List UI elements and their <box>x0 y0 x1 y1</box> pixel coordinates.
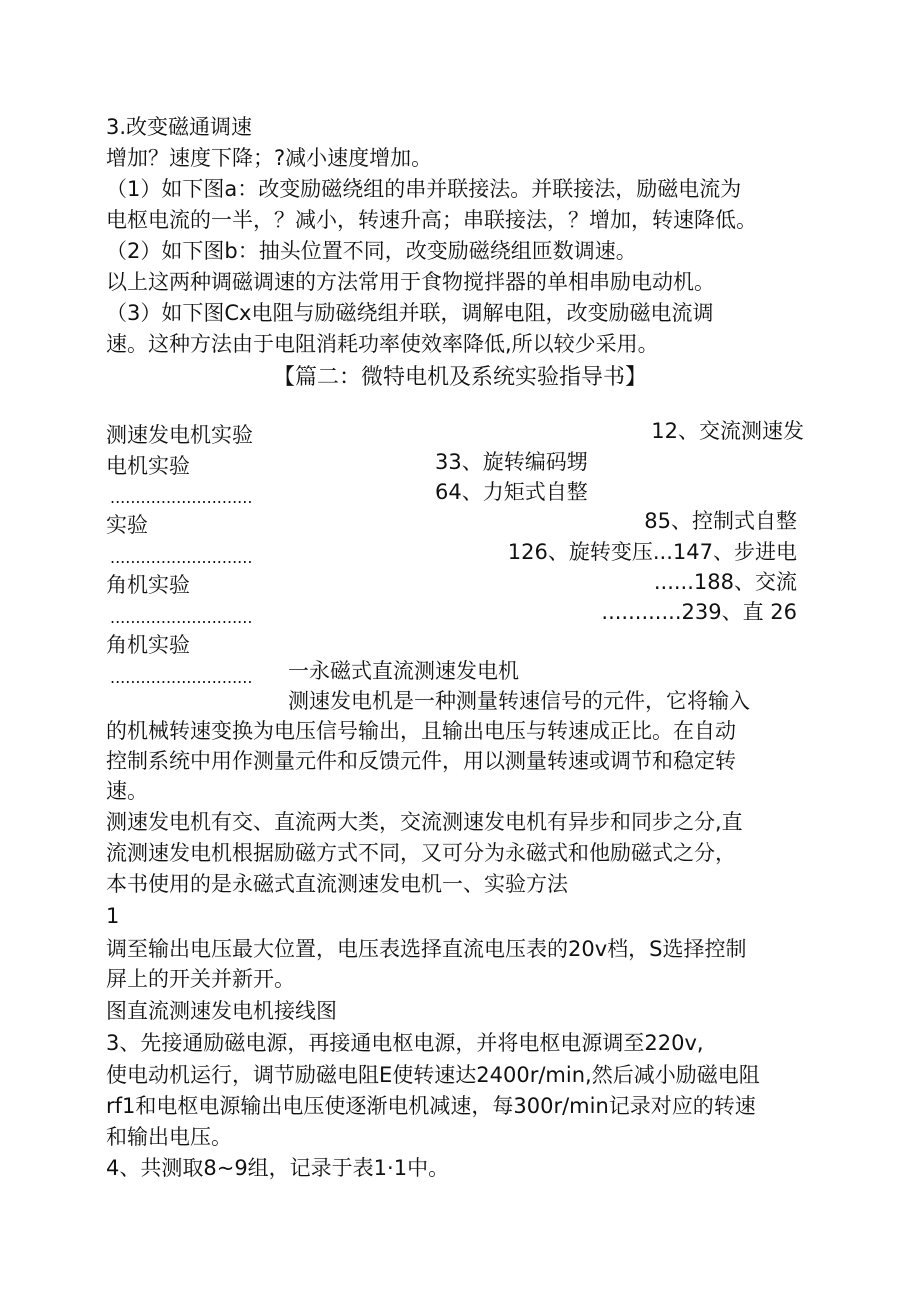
paragraph-line: 速。 <box>106 779 148 803</box>
figure-caption: 图直流测速发电机接线图 <box>106 999 337 1023</box>
toc-entry: ............239、直 26 <box>601 600 797 624</box>
toc-entry: 测速发电机实验 <box>106 423 253 447</box>
paragraph-line: 电枢电流的一半，？减小，转速升高；串联接法，？增加，转速降低。 <box>106 208 757 232</box>
paragraph-line: （1）如下图a：改变励磁绕组的串并联接法。并联接法，励磁电流为 <box>106 177 742 201</box>
toc-entry: 电机实验 <box>106 454 190 478</box>
paragraph-line: 增加？速度下降；?减小速度增加。 <box>106 146 433 170</box>
paragraph-line: 和输出电压。 <box>106 1125 232 1149</box>
paragraph-line: 调至输出电压最大位置，电压表选择直流电压表的20v档，S选择控制 <box>106 937 747 961</box>
paragraph-line: 流测速发电机根据励磁方式不同，又可分为永磁式和他励磁式之分， <box>106 841 736 865</box>
toc-entry: ......188、交流 <box>653 570 797 594</box>
paragraph-line: 使电动机运行，调节励磁电阻E使转速达2400r/min,然后减小励磁电阻 <box>106 1063 760 1087</box>
toc-entry: 85、控制式自整 <box>644 509 797 533</box>
toc-leader: ............................ <box>110 608 253 627</box>
toc-entry: 角机实验 <box>106 633 190 657</box>
toc-entry: 64、力矩式自整 <box>435 480 588 504</box>
paragraph-line: 屏上的开关并新开。 <box>106 967 295 991</box>
paragraph-line: 3、先接通励磁电源，再接通电枢电源，并将电枢电源调至220v, <box>106 1031 704 1055</box>
paragraph-line: （3）如下图Cx电阻与励磁绕组并联，调解电阻，改变励磁电流调 <box>106 301 714 325</box>
toc-leader: ............................ <box>110 548 253 567</box>
paragraph-line: 控制系统中用作测量元件和反馈元件，用以测量转速或调节和稳定转 <box>106 749 736 773</box>
section-heading: 3.改变磁通调速 <box>106 115 253 139</box>
paragraph-line: 1 <box>106 904 120 928</box>
paragraph-line: 测速发电机有交、直流两大类，交流测速发电机有异步和同步之分,直 <box>106 810 743 834</box>
subsection-heading: 一永磁式直流测速发电机 <box>288 659 519 683</box>
paragraph-line: rf1和电枢电源输出电压使逐渐电机减速，每300r/min记录对应的转速 <box>106 1094 756 1118</box>
paragraph-line: 4、共测取8~9组，记录于表1·1中。 <box>106 1156 450 1180</box>
paragraph-line: 本书使用的是永磁式直流测速发电机一、实验方法 <box>106 872 568 896</box>
toc-entry: 角机实验 <box>106 573 190 597</box>
toc-entry: 33、旋转编码甥 <box>435 450 588 474</box>
paragraph-line: 以上这两种调磁调速的方法常用于食物搅拌器的单相串励电动机。 <box>106 270 715 294</box>
paragraph-line: 测速发电机是一种测量转速信号的元件，它将输入 <box>288 689 750 713</box>
toc-entry: 126、旋转变压...147、步进电 <box>507 540 797 564</box>
paragraph-line: 的机械转速变换为电压信号输出，且输出电压与转速成正比。在自动 <box>106 719 736 743</box>
toc-entry: 12、交流测速发 <box>651 419 804 443</box>
paragraph-line: （2）如下图b：抽头位置不同，改变励磁绕组匝数调速。 <box>106 239 637 263</box>
toc-entry: 实验 <box>106 513 148 537</box>
section-2-title: 【篇二：微特电机及系统实验指导书】 <box>272 365 647 390</box>
toc-leader: ............................ <box>110 668 253 687</box>
toc-leader: ............................ <box>110 488 253 507</box>
paragraph-line: 速。这种方法由于电阻消耗功率使效率降低,所以较少采用。 <box>106 332 659 356</box>
